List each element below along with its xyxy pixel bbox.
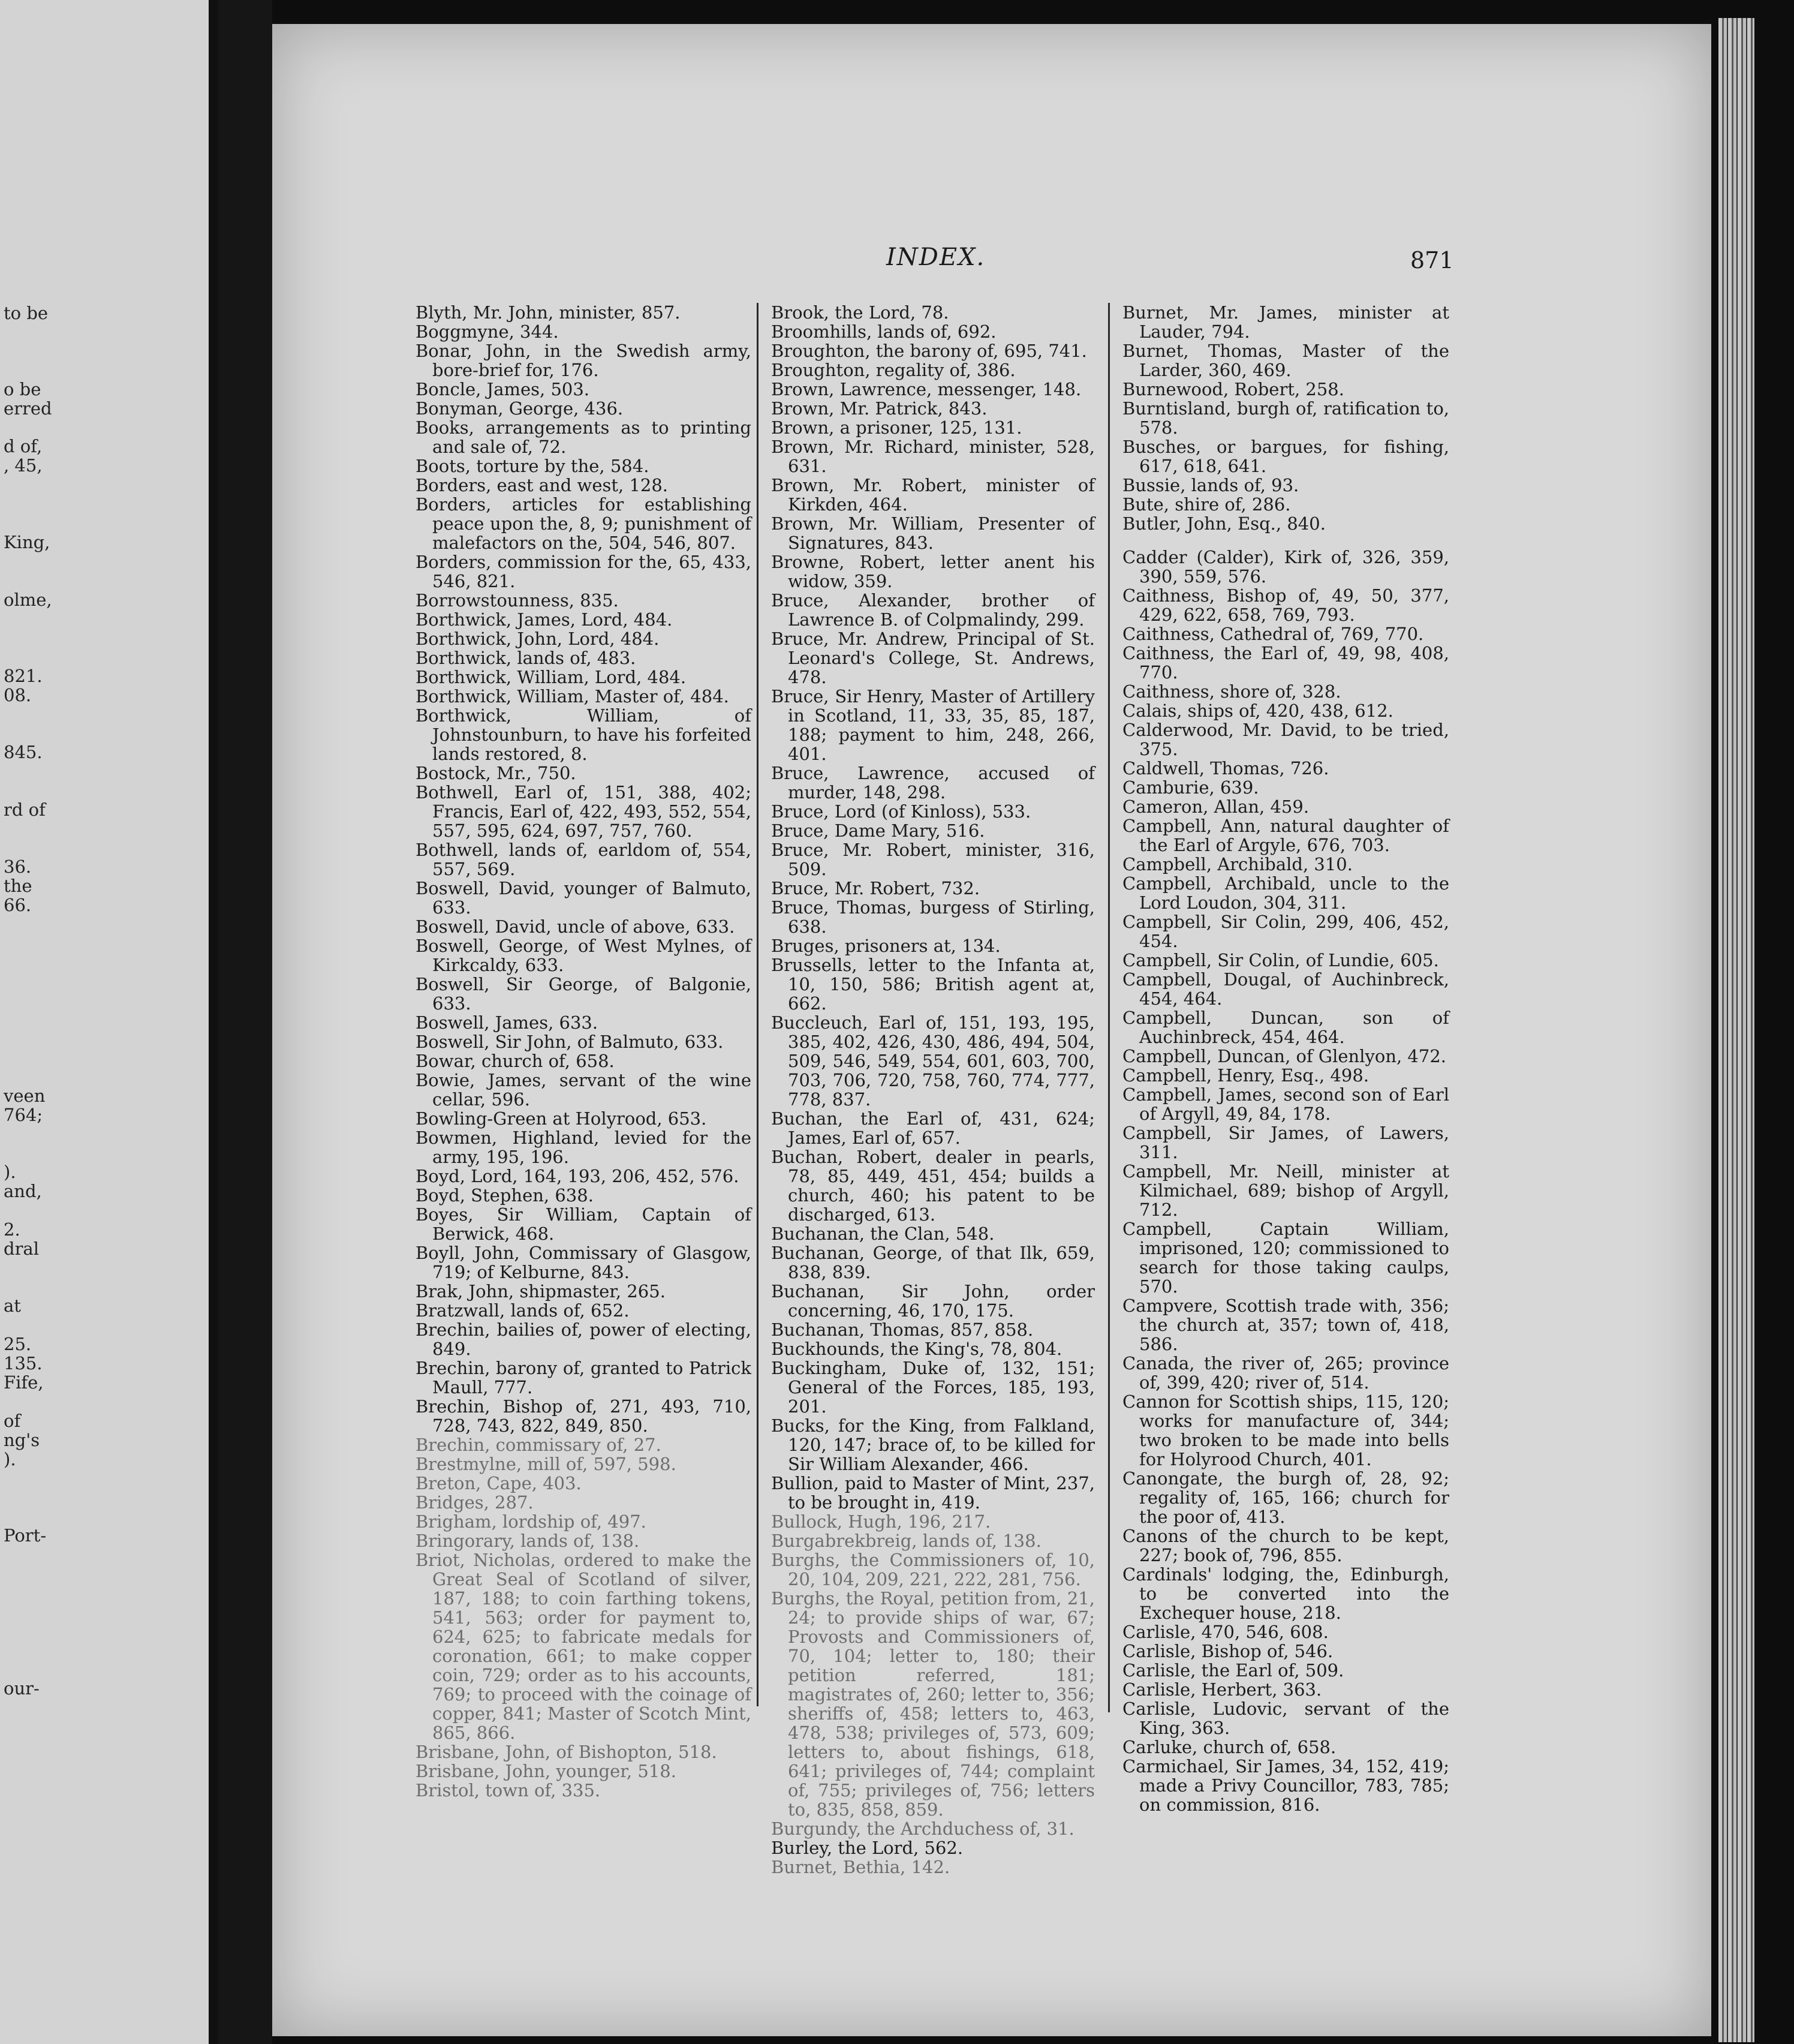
index-entry: Carluke, church of, 658.: [1122, 1737, 1337, 1757]
index-entry: Bruce, Mr. Andrew, Principal of St. Leonard's College, St. Andrews, 478.: [771, 629, 1095, 687]
index-entry: Brown, Lawrence, messenger, 148.: [771, 379, 1082, 399]
index-entry: Boyd, Stephen, 638.: [416, 1185, 594, 1206]
index-entry: Bowie, James, servant of the wine cellar, 596.: [416, 1070, 751, 1110]
left-page-text-fragment: ng's: [4, 1430, 40, 1450]
index-entry: Brechin, barony of, granted to Patrick Maull, 777.: [416, 1358, 751, 1397]
index-entry: Boncle, James, 503.: [416, 379, 590, 399]
index-entry: Caldwell, Thomas, 726.: [1122, 758, 1329, 778]
index-entry: Bruce, Sir Henry, Master of Artillery in Scotland, 11, 33, 35, 85, 187, 188; payment to him, 248, 266, 401.: [771, 686, 1095, 764]
index-entry: Broomhills, lands of, 692.: [771, 321, 997, 342]
index-entry: Brak, John, shipmaster, 265.: [416, 1281, 666, 1301]
index-entry: Boswell, James, 633.: [416, 1012, 598, 1033]
index-entry: Boyes, Sir William, Captain of Berwick, 468.: [416, 1204, 751, 1244]
index-entry: Carlisle, Ludovic, servant of the King, 363.: [1122, 1699, 1449, 1738]
index-entry: Bowling-Green at Holyrood, 653.: [416, 1108, 707, 1129]
index-entry: Bucks, for the King, from Falkland, 120, 147; brace of, to be killed for Sir William Alexander, 466.: [771, 1415, 1095, 1474]
index-entry: Bonyman, George, 436.: [416, 398, 624, 419]
index-entry: Bruce, Mr. Robert, minister, 316, 509.: [771, 840, 1095, 879]
index-entry: Brussells, letter to the Infanta at, 10, 150, 586; British agent at, 662.: [771, 955, 1095, 1014]
index-entry: Bute, shire of, 286.: [1122, 494, 1291, 515]
index-entry: Bowar, church of, 658.: [416, 1051, 615, 1071]
index-entry: Brisbane, John, of Bishopton, 518.: [416, 1742, 717, 1762]
index-entry: Burley, the Lord, 562.: [771, 1838, 964, 1858]
index-entry: Borders, east and west, 128.: [416, 475, 669, 495]
left-page-text-fragment: dral: [4, 1239, 39, 1259]
index-entry: Burntisland, burgh of, ratification to, 578.: [1122, 398, 1449, 438]
index-entry: Bullock, Hugh, 196, 217.: [771, 1511, 991, 1532]
index-column-3: [1122, 303, 1449, 1814]
index-entry: Buchan, Robert, dealer in pearls, 78, 85, 449, 451, 454; builds a church, 460; his patent to be discharged, 613.: [771, 1147, 1095, 1225]
index-entry: Borthwick, William, Lord, 484.: [416, 667, 687, 687]
index-entry: Campbell, Sir Colin, 299, 406, 452, 454.: [1122, 912, 1449, 951]
index-entry: Brestmylne, mill of, 597, 598.: [416, 1454, 676, 1474]
index-entry: Borthwick, John, Lord, 484.: [416, 629, 660, 649]
left-page-text-fragment: 845.: [4, 742, 43, 762]
left-page-text-fragment: Fife,: [4, 1372, 44, 1393]
index-entry: Borthwick, James, Lord, 484.: [416, 609, 673, 630]
index-entry: Bridges, 287.: [416, 1492, 534, 1513]
index-entry: Brechin, commissary of, 27.: [416, 1435, 661, 1455]
index-entry: Butler, John, Esq., 840.: [1122, 513, 1326, 534]
index-entry: Borthwick, William, of Johnstounburn, to have his forfeited lands restored, 8.: [416, 705, 751, 764]
index-entry: Campvere, Scottish trade with, 356; the church at, 357; town of, 418, 586.: [1122, 1295, 1449, 1354]
index-entry: Burghs, the Royal, petition from, 21, 24; to provide ships of war, 67; Provosts and Commissioners of, 70, 104; letter to, 180; their petition referred, 181; magistrates of, 260; letter to, 356; sheriffs of, 458; letters to, 463, 478, 538; privileges of, 573, 609; letters to, about fishings, 618, 641; privileges of, 744; complaint of, 755; privileges of, 756; letters to, 835, 858, 859.: [771, 1588, 1095, 1820]
index-entry: Campbell, Duncan, son of Auchinbreck, 454, 464.: [1122, 1008, 1449, 1047]
index-entry: Bullion, paid to Master of Mint, 237, to be brought in, 419.: [771, 1473, 1095, 1513]
column-divider: [1108, 303, 1110, 1712]
index-entry: Burnet, Bethia, 142.: [771, 1857, 950, 1877]
index-entry: Buckhounds, the King's, 78, 804.: [771, 1339, 1062, 1359]
index-entry: Carlisle, Bishop of, 546.: [1122, 1641, 1334, 1661]
left-page-text-fragment: , 45,: [4, 455, 43, 476]
index-entry: Buccleuch, Earl of, 151, 193, 195, 385, 402, 426, 430, 486, 494, 504, 509, 546, 549, 554, 601, 603, 700, 703, 706, 720, 758, 760, 774, 777, 778, 837.: [771, 1012, 1095, 1110]
left-page-text-fragment: 08.: [4, 685, 32, 705]
left-page-text-fragment: King,: [4, 532, 50, 552]
index-entry: Calais, ships of, 420, 438, 612.: [1122, 701, 1393, 721]
index-entry: Cadder (Calder), Kirk of, 326, 359, 390, 559, 576.: [1122, 547, 1449, 587]
left-page-text-fragment: o be: [4, 379, 41, 399]
index-entry: Carmichael, Sir James, 34, 152, 419; made a Privy Councillor, 783, 785; on commission, 816.: [1122, 1756, 1449, 1815]
index-entry: Bringorary, lands of, 138.: [416, 1531, 640, 1551]
index-entry: Boswell, Sir George, of Balgonie, 633.: [416, 974, 751, 1014]
index-entry: Bothwell, Earl of, 151, 388, 402; Francis, Earl of, 422, 493, 552, 554, 557, 595, 624, 697, 757, 760.: [416, 782, 751, 841]
index-entry: Cameron, Allan, 459.: [1122, 796, 1310, 817]
index-entry: Brechin, bailies of, power of electing, 849.: [416, 1319, 751, 1359]
index-entry: Bruce, Lord (of Kinloss), 533.: [771, 801, 1031, 822]
index-entry: Cardinals' lodging, the, Edinburgh, to be converted into the Exchequer house, 218.: [1122, 1564, 1449, 1623]
index-entry: Boots, torture by the, 584.: [416, 456, 649, 476]
left-page-text-fragment: 25.: [4, 1334, 32, 1354]
index-entry: Brown, Mr. Patrick, 843.: [771, 398, 988, 419]
index-entry: Buchan, the Earl of, 431, 624; James, Earl of, 657.: [771, 1108, 1095, 1148]
left-page-text-fragment: Port-: [4, 1525, 47, 1546]
index-entry: Burgabrekbreig, lands of, 138.: [771, 1531, 1042, 1551]
index-entry: Buckingham, Duke of, 132, 151; General of the Forces, 185, 193, 201.: [771, 1358, 1095, 1417]
index-column-1: [416, 303, 751, 1800]
index-entry: Borders, commission for the, 65, 433, 546, 821.: [416, 552, 751, 591]
index-entry: Caithness, the Earl of, 49, 98, 408, 770.: [1122, 643, 1449, 683]
left-page-text-fragment: 135.: [4, 1353, 43, 1373]
index-entry: Buchanan, Sir John, order concerning, 46, 170, 175.: [771, 1281, 1095, 1321]
index-entry: Briot, Nicholas, ordered to make the Great Seal of Scotland of silver, 187, 188; to coin farthing tokens, 541, 563; order for payment to, 624, 625; to fabricate medals for coronation, 661; to make copper coin, 729; order as to his accounts, 769; to proceed with the coinage of copper, 841; Master of Scotch Mint, 865, 866.: [416, 1550, 751, 1743]
left-page-text-fragment: veen: [4, 1086, 46, 1106]
index-entry: Cannon for Scottish ships, 115, 120; works for manufacture of, 344; two broken to be made into bells for Holyrood Church, 401.: [1122, 1391, 1449, 1469]
index-entry: Bostock, Mr., 750.: [416, 763, 576, 783]
index-entry: Brook, the Lord, 78.: [771, 302, 949, 323]
left-page-text-fragment: rd of: [4, 799, 46, 820]
index-entry: Campbell, Captain William, imprisoned, 120; commissioned to search for those taking caulps, 570.: [1122, 1219, 1449, 1297]
index-entry: Burghs, the Commissioners of, 10, 20, 104, 209, 221, 222, 281, 756.: [771, 1550, 1095, 1589]
index-entry: Campbell, Archibald, 310.: [1122, 854, 1353, 874]
left-page-text-fragment: d of,: [4, 436, 43, 456]
left-page-text-fragment: ).: [4, 1449, 16, 1469]
index-entry: Borthwick, lands of, 483.: [416, 648, 636, 668]
left-page-text-fragment: at: [4, 1295, 21, 1316]
index-entry: Broughton, regality of, 386.: [771, 360, 1016, 380]
left-page-text-fragment: 764;: [4, 1105, 43, 1125]
index-entry: Carlisle, the Earl of, 509.: [1122, 1660, 1344, 1681]
index-entry: Bratzwall, lands of, 652.: [416, 1300, 630, 1321]
left-page-text-fragment: our-: [4, 1678, 40, 1699]
left-page-text-fragment: and,: [4, 1181, 42, 1201]
index-entry: Campbell, Mr. Neill, minister at Kilmichael, 689; bishop of Argyll, 712.: [1122, 1161, 1449, 1220]
left-page-text-fragment: 66.: [4, 895, 32, 915]
index-entry: Canada, the river of, 265; province of, 399, 420; river of, 514.: [1122, 1353, 1449, 1393]
index-entry: Campbell, Sir James, of Lawers, 311.: [1122, 1123, 1449, 1162]
left-page-text-fragment: of: [4, 1411, 21, 1431]
book-gutter: [218, 0, 272, 2044]
index-entry: Boyll, John, Commissary of Glasgow, 719; of Kelburne, 843.: [416, 1243, 751, 1282]
index-entry: Bonar, John, in the Swedish army, bore-brief for, 176.: [416, 341, 751, 380]
index-entry: Canons of the church to be kept, 227; book of, 796, 855.: [1122, 1526, 1449, 1565]
index-entry: Boyd, Lord, 164, 193, 206, 452, 576.: [416, 1166, 739, 1186]
index-entry: Bruce, Thomas, burgess of Stirling, 638.: [771, 897, 1095, 937]
column-divider: [757, 303, 758, 1706]
index-entry: Breton, Cape, 403.: [416, 1473, 582, 1493]
index-entry: Camburie, 639.: [1122, 777, 1259, 798]
left-page-text-fragment: the: [4, 876, 32, 896]
page-number: 871: [1410, 247, 1454, 273]
index-entry: Bruce, Mr. Robert, 732.: [771, 878, 980, 898]
index-entry: Burnet, Thomas, Master of the Larder, 360, 469.: [1122, 341, 1449, 380]
index-entry: Campbell, Sir Colin, of Lundie, 605.: [1122, 950, 1439, 970]
left-page-text-fragment: olme,: [4, 590, 52, 610]
index-entry: Brechin, Bishop of, 271, 493, 710, 728, 743, 822, 849, 850.: [416, 1396, 751, 1436]
page-title: INDEX.: [886, 244, 986, 271]
page-edge-stack: [1718, 18, 1754, 2042]
index-entry: Campbell, Ann, natural daughter of the Earl of Argyle, 676, 703.: [1122, 816, 1449, 855]
index-entry: Canongate, the burgh of, 28, 92; regality of, 165, 166; church for the poor of, 413.: [1122, 1468, 1449, 1527]
index-entry: Brisbane, John, younger, 518.: [416, 1761, 676, 1781]
index-entry: Brown, Mr. William, Presenter of Signatures, 843.: [771, 513, 1095, 553]
index-entry: Caithness, Bishop of, 49, 50, 377, 429, 622, 658, 769, 793.: [1122, 585, 1449, 625]
index-entry: Boswell, George, of West Mylnes, of Kirkcaldy, 633.: [416, 936, 751, 975]
index-entry: Bussie, lands of, 93.: [1122, 475, 1299, 495]
index-entry: Brown, a prisoner, 125, 131.: [771, 417, 1022, 438]
index-entry: Brigham, lordship of, 497.: [416, 1511, 646, 1532]
index-entry: Campbell, Duncan, of Glenlyon, 472.: [1122, 1046, 1446, 1066]
index-entry: Buchanan, Thomas, 857, 858.: [771, 1319, 1034, 1340]
left-page-text-fragment: to be: [4, 303, 49, 323]
index-entry: Brown, Mr. Robert, minister of Kirkden, 464.: [771, 475, 1095, 515]
index-entry: Boswell, David, uncle of above, 633.: [416, 916, 735, 937]
index-entry: Busches, or bargues, for fishing, 617, 618, 641.: [1122, 437, 1449, 476]
index-entry: Caithness, shore of, 328.: [1122, 681, 1341, 702]
index-entry: Boswell, David, younger of Balmuto, 633.: [416, 878, 751, 918]
index-entry: Burgundy, the Archduchess of, 31.: [771, 1818, 1074, 1839]
index-entry: Caithness, Cathedral of, 769, 770.: [1122, 624, 1424, 644]
left-page-text-fragment: erred: [4, 398, 52, 419]
index-entry: Bruce, Alexander, brother of Lawrence B. of Colpmalindy, 299.: [771, 590, 1095, 630]
index-column-2: [771, 303, 1095, 1877]
index-entry: Bothwell, lands of, earldom of, 554, 557, 569.: [416, 840, 751, 879]
index-entry: Campbell, James, second son of Earl of Argyll, 49, 84, 178.: [1122, 1084, 1449, 1124]
index-entry: Browne, Robert, letter anent his widow, 359.: [771, 552, 1095, 591]
left-page-text-fragment: 2.: [4, 1219, 20, 1240]
index-entry: Calderwood, Mr. David, to be tried, 375.: [1122, 720, 1449, 759]
index-entry: Buchanan, George, of that Ilk, 659, 838, 839.: [771, 1243, 1095, 1282]
index-entry: Campbell, Dougal, of Auchinbreck, 454, 464.: [1122, 969, 1449, 1009]
index-entry: Campbell, Henry, Esq., 498.: [1122, 1065, 1369, 1086]
index-entry: Boswell, Sir John, of Balmuto, 633.: [416, 1032, 724, 1052]
index-entry: Brown, Mr. Richard, minister, 528, 631.: [771, 437, 1095, 476]
index-entry: Bowmen, Highland, levied for the army, 195, 196.: [416, 1128, 751, 1167]
index-entry: Burnewood, Robert, 258.: [1122, 379, 1344, 399]
index-entry: Boggmyne, 344.: [416, 321, 559, 342]
index-entry: Bruce, Dame Mary, 516.: [771, 820, 985, 841]
index-entry: Carlisle, 470, 546, 608.: [1122, 1622, 1329, 1642]
index-entry: Buchanan, the Clan, 548.: [771, 1224, 995, 1244]
index-entry: Broughton, the barony of, 695, 741.: [771, 341, 1087, 361]
index-entry: Bruges, prisoners at, 134.: [771, 936, 1001, 956]
index-entry: Campbell, Archibald, uncle to the Lord Loudon, 304, 311.: [1122, 873, 1449, 913]
index-entry: Bruce, Lawrence, accused of murder, 148, 298.: [771, 763, 1095, 802]
index-entry: Burnet, Mr. James, minister at Lauder, 794.: [1122, 302, 1449, 342]
index-entry: Bristol, town of, 335.: [416, 1780, 601, 1800]
index-entry: Books, arrangements as to printing and sale of, 72.: [416, 417, 751, 457]
index-entry: Blyth, Mr. John, minister, 857.: [416, 302, 681, 323]
index-entry: Carlisle, Herbert, 363.: [1122, 1679, 1322, 1700]
left-page-fragment: [0, 0, 218, 2044]
left-page-text-fragment: ).: [4, 1162, 16, 1182]
index-entry: Borders, articles for establishing peace upon the, 8, 9; punishment of malefactors on the, 504, 546, 807.: [416, 494, 751, 553]
index-entry: Borthwick, William, Master of, 484.: [416, 686, 729, 707]
index-entry: Borrowstounness, 835.: [416, 590, 619, 611]
left-page-text-fragment: 36.: [4, 856, 32, 877]
left-page-text-fragment: 821.: [4, 666, 43, 686]
